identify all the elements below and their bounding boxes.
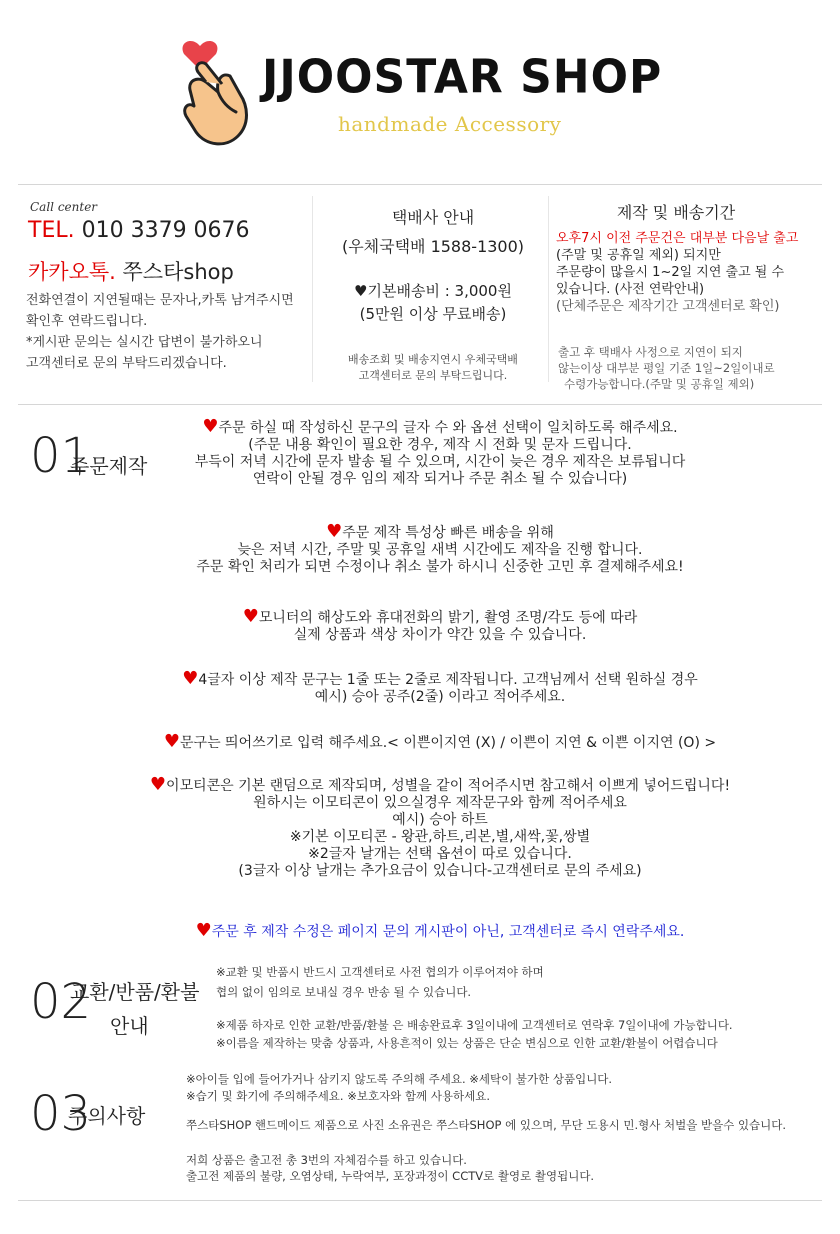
note-line: ※아이들 입에 들어가거나 삼키지 않도록 주의해 주세요. ※세탁이 불가한 상품입니다. (186, 1072, 613, 1086)
notice-block (40, 418, 840, 488)
tel-label: TEL. (28, 218, 75, 243)
notice-text: 주문 후 제작 수정은 페이지 문의 게시판이 아닌, 고객센터로 즉시 연락주세요. (211, 924, 685, 940)
notice-text: 모니터의 해상도와 휴대전화의 밝기, 촬영 조명/각도 등에 따라 (258, 610, 638, 626)
section-title: 주의사항 (68, 1104, 146, 1128)
shipping-line: (주말 및 공휴일 제외) 되지만 (556, 248, 721, 263)
shipping-line: 주문량이 많을시 1~2일 지연 출고 될 수 (556, 265, 785, 280)
kakao-line (28, 256, 234, 286)
notice-line (40, 922, 840, 941)
shipping-period-text (556, 230, 798, 315)
notice-line: 연락이 안될 경우 임의 제작 되거나 주문 취소 될 수 있습니다) (252, 471, 628, 487)
column-divider (312, 196, 313, 382)
shipping-period-title: 제작 및 배송기간 (616, 203, 736, 222)
heart-icon: ♥ (242, 606, 259, 627)
courier-title: 택배사 안내 (391, 208, 475, 227)
tel-number[interactable]: 010 3379 0676 (81, 218, 250, 243)
free-shipping: (5만원 이상 무료배송) (359, 305, 507, 323)
exchange-notes-a (216, 962, 544, 1002)
note-line: ※제품 하자로 인한 교환/반품/환불 은 배송완료후 3일이내에 고객센터로 연락후 7일이내에 가능합니다. (216, 1018, 733, 1032)
courier-name: (우체국택배 1588-1300) (341, 237, 525, 256)
shipping-line: 있습니다. (사전 연락안내) (556, 282, 705, 297)
notice-line: (3글자 이상 날개는 추가요금이 있습니다-고객센터로 문의 주세요) (238, 863, 642, 879)
notice-text: 주문 하실 때 작성하신 문구의 글자 수 와 옵션 선택이 일치하도록 해주세요. (218, 420, 678, 436)
shipping-red-line: 오후7시 이전 주문건은 대부분 다음날 출고 (556, 231, 799, 246)
notice-line (40, 608, 840, 627)
brand-tagline: handmade Accessory (338, 112, 562, 136)
caution-notes-a (186, 1071, 612, 1105)
note-line: 협의 없이 임의로 보내실 경우 반송 될 수 있습니다. (216, 985, 472, 999)
kakao-label: 카카오톡. (28, 260, 116, 284)
notice-block (40, 523, 840, 576)
heart-icon: ♥ (354, 282, 368, 300)
shipping-gray-line: (단체주문은 제작기간 고객센터로 확인) (556, 299, 780, 314)
divider (18, 1200, 822, 1201)
notice-line: 원하시는 이모티콘이 있으실경우 제작문구와 함께 적어주세요 (253, 795, 627, 811)
heart-icon: ♥ (149, 774, 167, 795)
contact-note-line: 전화연결이 지연될때는 문자나,카톡 남겨주시면 (26, 293, 294, 308)
contact-notes (26, 290, 294, 374)
shipping-fee-text: 기본배송비 : 3,000원 (367, 282, 512, 300)
notice-block (40, 922, 840, 941)
notice-line: 실제 상품과 색상 차이가 약간 있을 수 있습니다. (293, 627, 587, 643)
section-title: 교환/반품/환불 (70, 980, 200, 1004)
notice-block (40, 733, 840, 752)
shipping-fee (318, 280, 548, 301)
inspection-notes (186, 1152, 594, 1184)
notice-line: ※기본 이모티콘 - 왕관,하트,리본,별,새싹,꽃,쌍별 (289, 829, 591, 845)
phone-line (28, 218, 250, 243)
notice-block (40, 608, 840, 644)
notice-line: (주문 내용 확인이 필요한 경우, 제작 시 전화 및 문자 드립니다. (248, 437, 632, 453)
finger-heart-hand-icon (178, 32, 258, 152)
divider (18, 404, 822, 405)
contact-note-line: 고객센터로 문의 부탁드리겠습니다. (26, 356, 227, 371)
column-divider (548, 196, 549, 382)
notice-line (40, 733, 840, 752)
section-title-line2: 안내 (110, 1014, 149, 1038)
notice-line: 예시) 승아 하트 (392, 812, 488, 828)
courier-note-line: 배송조회 및 배송지연시 우체국택배 (348, 353, 518, 366)
kakao-id: 쭈스타shop (122, 260, 234, 284)
heart-icon: ♥ (202, 416, 219, 437)
notice-line: 예시) 승아 공주(2줄) 이라고 적어주세요. (314, 689, 566, 705)
notice-text: 4글자 이상 제작 문구는 1줄 또는 2줄로 제작됩니다. 고객님께서 선택 원하실 경우 (198, 672, 698, 688)
notice-text: 문구는 띄어쓰기로 입력 해주세요.< 이쁜이지연 (X) / 이쁜이 지연 & 이쁜 이지연 (O) > (180, 735, 717, 751)
heart-icon: ♥ (195, 920, 212, 941)
notice-line: ※2글자 날개는 선택 옵션이 따로 있습니다. (308, 846, 572, 862)
note-line: 출고전 제품의 불량, 오염상태, 누락여부, 포장과정이 CCTV로 촬영로 촬영됩니다. (186, 1169, 595, 1183)
shipping-small-line: 수령가능합니다.(주말 및 공휴일 제외) (564, 377, 755, 391)
heart-icon: ♥ (163, 731, 181, 752)
courier-notes (318, 352, 548, 384)
notice-line: 주문 확인 처리가 되면 수정이나 취소 불가 하시니 신중한 고민 후 결제해주세요! (196, 559, 684, 575)
brand-title: JJOOSTAR SHOP (262, 50, 663, 105)
note-line: ※이름을 제작하는 맞춤 상품과, 사용흔적이 있는 상품은 단순 변심으로 인한 교환/환불이 어렵습니다 (216, 1036, 718, 1050)
note-line: 저희 상품은 출고전 총 3번의 자체검수를 하고 있습니다. (186, 1153, 467, 1167)
heart-icon: ♥ (326, 521, 343, 542)
heart-icon: ♥ (182, 668, 199, 689)
notice-line: 늦은 저녁 시간, 주말 및 공휴일 새벽 시간에도 제작을 진행 합니다. (237, 542, 643, 558)
section-number: 03 (30, 1086, 92, 1142)
notice-line (40, 670, 840, 689)
notice-text: 이모티콘은 기본 랜덤으로 제작되며, 성별을 같이 적어주시면 참고해서 이쁘게 넣어드립니다! (166, 778, 731, 794)
shipping-small-notes (558, 344, 775, 392)
note-line: ※습기 및 화기에 주의해주세요. ※보호자와 함께 사용하세요. (186, 1089, 491, 1103)
notice-text: 주문 제작 특성상 빠른 배송을 위해 (342, 525, 554, 541)
notice-block (40, 776, 840, 880)
contact-note-line: 확인후 연락드립니다. (26, 314, 148, 329)
exchange-notes-b (216, 1016, 733, 1052)
contact-note-line: *게시판 문의는 실시간 답변이 불가하오니 (26, 335, 263, 350)
notice-line (40, 418, 840, 437)
divider (18, 184, 822, 185)
shipping-small-line: 출고 후 택배사 사정으로 지연이 되지 (558, 345, 743, 359)
notice-line: 부득이 저녁 시간에 문자 발송 될 수 있으며, 시간이 늦은 경우 제작은 보류됩니다 (194, 454, 686, 470)
section-number: 02 (30, 974, 92, 1030)
notice-block (40, 670, 840, 706)
notice-line (40, 776, 840, 795)
section-number: 01 (30, 428, 92, 484)
shipping-small-line: 않는이상 대부분 평일 기준 1일~2일이내로 (558, 361, 775, 375)
note-line: ※교환 및 반품시 반드시 고객센터로 사전 협의가 이루어져야 하며 (216, 965, 544, 979)
notice-line (40, 523, 840, 542)
copyright-note: 쭈스타SHOP 핸드메이드 제품으로 사진 소유권은 쭈스타SHOP 에 있으며, 무단 도용시 민.형사 처벌을 받을수 있습니다. (186, 1118, 787, 1132)
courier-note-line: 고객센터로 문의 부탁드립니다. (358, 369, 508, 382)
call-center-label: Call center (30, 200, 98, 214)
section-title: 주문제작 (70, 454, 148, 478)
